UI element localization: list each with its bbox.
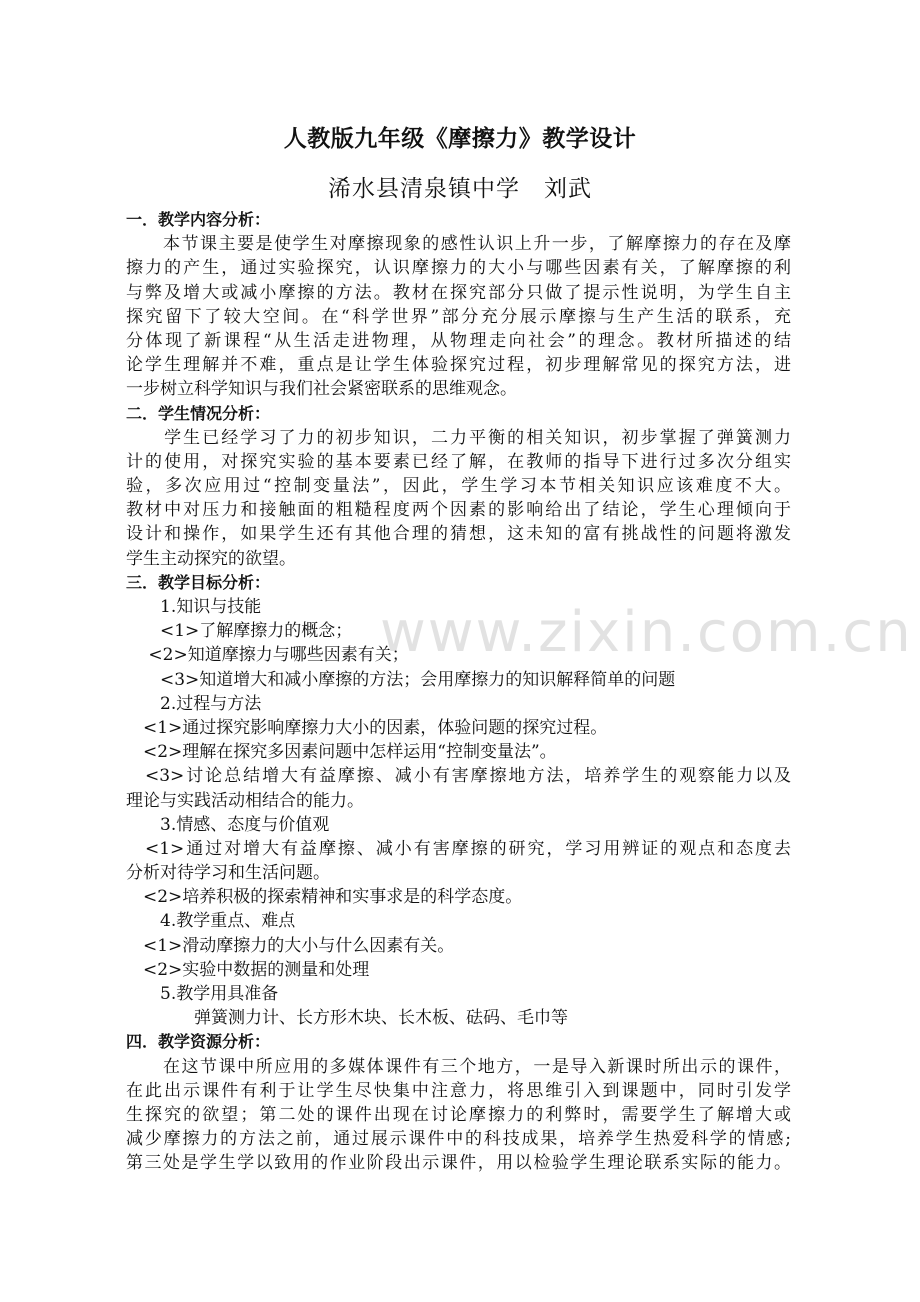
text-line: 论学生理解并不难，重点是让学生体验探究过程，初步理解常见的探究方法，进 — [126, 355, 791, 376]
text-line: 分体现了新课程“从生活走进物理，从物理走向社会”的理念。教材所描述的结 — [126, 330, 791, 351]
text-line: 4.教学重点、难点 — [126, 911, 296, 932]
text-line: 分析对待学习和生活问题。 — [126, 863, 330, 884]
watermark: www.zixin.com.cn — [380, 600, 913, 665]
text-line: 减少摩擦力的方法之前，通过展示课件中的科技成果，培养学生热爱科学的情感; — [126, 1129, 791, 1150]
text-line: <2>理解在探究多因素问题中怎样运用“控制变量法”。 — [126, 742, 557, 763]
text-line: 第三处是学生学以致用的作业阶段出示课件，用以检验学生理论联系实际的能力。 — [126, 1153, 791, 1174]
text-line: 验，多次应用过“控制变量法”，因此，学生学习本节相关知识应该难度不大。 — [126, 476, 791, 497]
text-line: <1>了解摩擦力的概念； — [126, 621, 353, 642]
text-line: 计的使用，对探究实验的基本要素已经了解，在教师的指导下进行过多次分组实 — [126, 451, 791, 472]
text-line: 擦力的产生，通过实验探究，认识摩擦力的大小与哪些因素有关，了解摩擦的利 — [126, 258, 791, 279]
document-subtitle: 浠水县清泉镇中学 刘武 — [328, 176, 592, 202]
text-line: 2.过程与方法 — [126, 693, 262, 714]
text-line: 教材中对压力和接触面的粗糙程度两个因素的影响给出了结论，学生心理倾向于 — [126, 500, 791, 521]
document-body — [126, 208, 791, 1176]
text-line: <3>讨论总结增大有益摩擦、减小有害摩擦地方法，培养学生的观察能力以及 — [126, 766, 791, 787]
text-line: 与弊及增大或减小摩擦的方法。教材在探究部分只做了提示性说明，为学生自主 — [126, 282, 791, 303]
text-line: <1>滑动摩擦力的大小与什么因素有关。 — [126, 935, 455, 956]
section-heading: 二．学生情况分析： — [126, 403, 271, 423]
document-title: 人教版九年级《摩擦力》教学设计 — [283, 126, 637, 152]
text-line: 学生已经学习了力的初步知识，二力平衡的相关知识，初步掌握了弹簧测力 — [126, 427, 791, 448]
section-heading: 三．教学目标分析： — [126, 572, 271, 592]
text-line: 设计和操作，如果学生还有其他合理的猜想，这未知的富有挑战性的问题将激发 — [126, 524, 791, 545]
text-line: 3.情感、态度与价值观 — [126, 814, 330, 835]
text-line: <1>通过探究影响摩擦力大小的因素，体验问题的探究过程。 — [126, 717, 608, 738]
text-line: 在此出示课件有利于让学生尽快集中注意力，将思维引入到课题中，同时引发学 — [126, 1080, 791, 1101]
text-line: <3>知道增大和减小摩擦的方法；会用摩擦力的知识解释简单的问题 — [126, 669, 676, 690]
text-line: 弹簧测力计、长方形木块、长木板、砝码、毛巾等 — [126, 1008, 568, 1029]
text-line: <2>实验中数据的测量和处理 — [126, 959, 370, 980]
text-line: <2>培养积极的探索精神和实事求是的科学态度。 — [126, 887, 523, 908]
section-heading: 一．教学内容分析： — [126, 210, 271, 229]
text-line: 在这节课中所应用的多媒体课件有三个地方，一是导入新课时所出示的课件， — [126, 1056, 791, 1077]
section-heading: 四．教学资源分析： — [126, 1032, 271, 1052]
text-line: 生探究的欲望；第二处的课件出现在讨论摩擦力的利弊时，需要学生了解增大或 — [126, 1104, 791, 1125]
text-line: 学生主动探究的欲望。 — [126, 548, 296, 569]
text-line: 1.知识与技能 — [126, 597, 262, 617]
text-line: <1>通过对增大有益摩擦、减小有害摩擦的研究，学习用辨证的观点和态度去 — [126, 838, 791, 859]
text-line: 理论与实践活动相结合的能力。 — [126, 790, 364, 811]
text-line: 一步树立科学知识与我们社会紧密联系的思维观念。 — [126, 379, 517, 400]
text-line: 本节课主要是使学生对摩擦现象的感性认识上升一步，了解摩擦力的存在及摩 — [126, 234, 791, 255]
text-line: 5.教学用具准备 — [126, 984, 279, 1004]
text-line: 探究留下了较大空间。在“科学世界”部分充分展示摩擦与生产生活的联系，充 — [126, 306, 791, 327]
text-line: <2>知道摩擦力与哪些因素有关； — [126, 645, 409, 666]
